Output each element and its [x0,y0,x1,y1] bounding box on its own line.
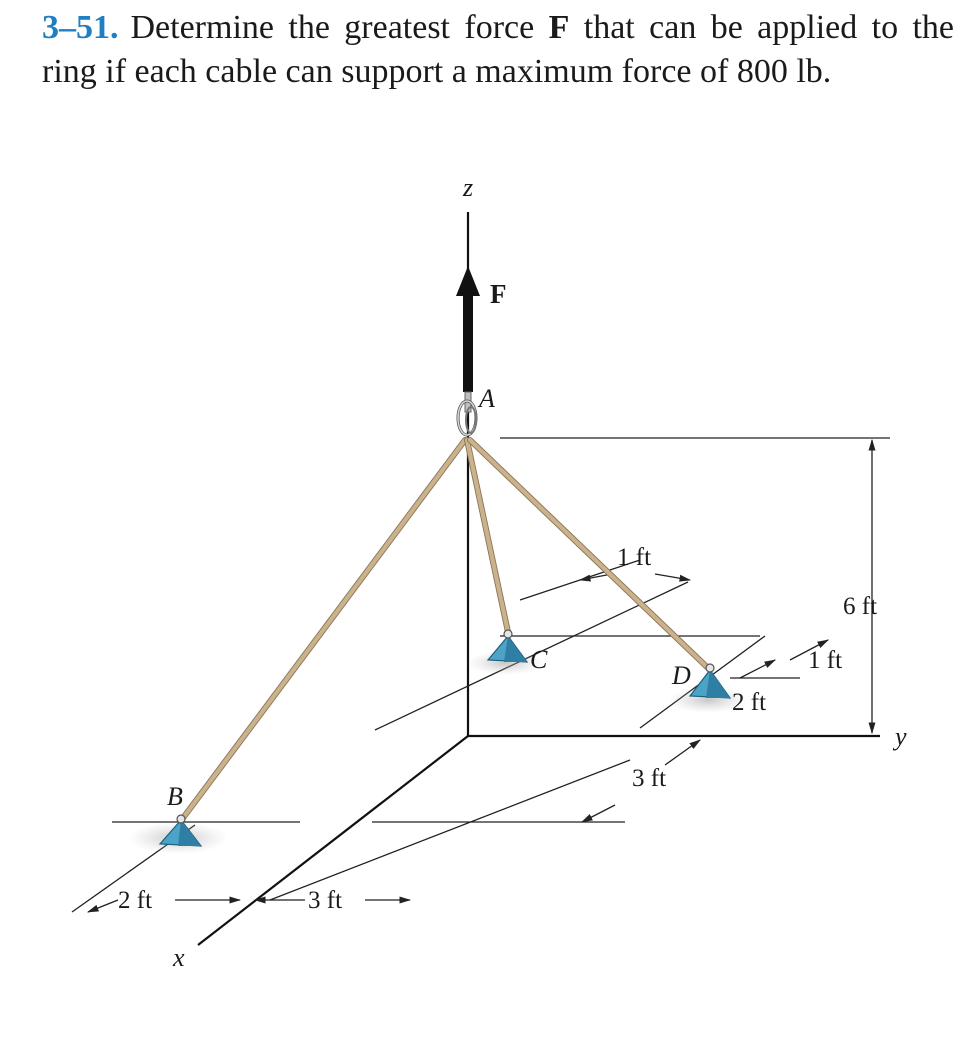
point-b-label: B [167,782,183,811]
dim-label-one-ft-right: 1 ft [808,647,843,674]
force-arrow [456,266,480,412]
point-c-label: C [530,645,548,674]
support-d [690,664,730,698]
problem-text-after: that can be applied to the ring if each cable can support a maximum force of 800 lb. [42,9,954,90]
dim-label-six-ft: 6 ft [843,593,878,620]
point-d-label: D [672,661,691,690]
support-c [488,630,527,662]
y-axis-label: y [895,722,907,751]
cable-ab [183,440,465,818]
dim-label-two-ft-bottom: 2 ft [118,887,153,914]
dim-label-three-ft-bottom: 3 ft [308,887,343,914]
z-axis-label: z [462,173,474,202]
point-a-label: A [479,384,495,413]
dim-two-ft-left [88,900,118,912]
dim-three-ft-mid [665,740,700,765]
dim-one-ft-right [655,574,690,580]
dim-three-ft-mid-b [582,805,615,822]
problem-number: 3–51. [42,9,119,46]
dim-label-two-ft-right: 2 ft [732,689,767,716]
dim-two-ft-r [740,660,775,678]
problem-text-before: Determine the greatest force [130,9,549,46]
force-symbol: F [548,9,570,46]
x-axis-label: x [173,943,185,972]
force-label: F [490,279,507,309]
ext-line-3ft [270,760,630,900]
dim-label-three-ft-mid: 3 ft [632,765,667,792]
dim-label-one-ft-top: 1 ft [617,544,652,571]
